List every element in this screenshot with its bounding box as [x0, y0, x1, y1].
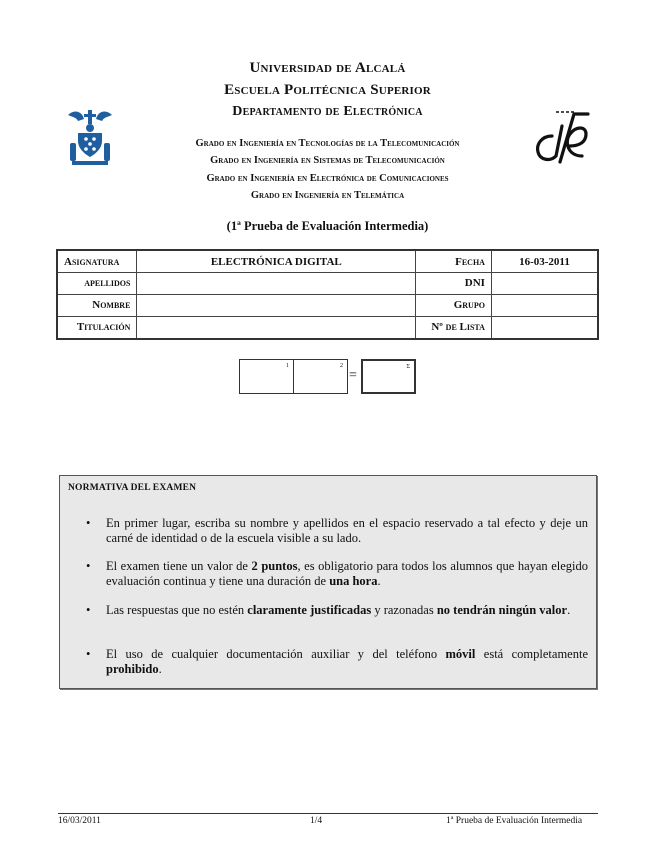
rule-2-text-a: El examen tiene un valor de	[106, 559, 252, 573]
nombre-field[interactable]	[137, 294, 416, 316]
department-name: Departamento de Electrónica	[232, 104, 423, 119]
rule-4-text-c: .	[158, 662, 162, 676]
footer-date: 16/03/2011	[58, 816, 101, 826]
bullet-4: •	[86, 647, 91, 661]
exam-rules-box	[59, 475, 597, 689]
rule-3	[86, 603, 588, 618]
department-logo-icon	[530, 106, 592, 168]
school-name: Escuela Politécnica Superior	[224, 82, 431, 98]
score-box-2[interactable]	[293, 359, 348, 394]
rule-4-text-b: está completamente	[475, 647, 588, 661]
rule-2-bold-b: una hora	[329, 574, 378, 588]
grupo-label: Grupo	[416, 294, 492, 316]
degree-line-4: Grado en Ingeniería en Telemática	[250, 190, 405, 201]
rule-4-text-a: El uso de cualquier documentación auxiliar y del teléfono	[106, 647, 446, 661]
rule-2-text-b: , es obligatorio para todos los alumnos que hayan elegido evaluación continua y tiene una duración de	[106, 559, 588, 588]
score-total-box[interactable]	[361, 359, 416, 394]
asignatura-label: Asignatura	[57, 250, 137, 273]
equals-sign: =	[349, 368, 357, 383]
rule-3-bold-b: no tendrán ningún valor	[436, 603, 568, 617]
degree-line-2: Grado en Ingeniería en Sistemas de Telecomunicación	[210, 155, 445, 166]
score-total-mark: Σ	[406, 364, 410, 370]
rule-1-text: En primer lugar, escriba su nombre y apellidos en el espacio reservado a tal efecto y deje un carné de identidad o de la escuela visible a su lado.	[106, 516, 588, 545]
score-box-2-number: 2	[340, 363, 343, 369]
degree-line-1: Grado en Ingeniería en Tecnologías de la Telecomunicación	[195, 138, 460, 149]
apellidos-label: apellidos	[57, 273, 137, 295]
rule-1	[86, 516, 588, 546]
nlista-field[interactable]	[491, 316, 598, 339]
bullet-1: •	[86, 516, 91, 530]
dni-label: DNI	[416, 273, 492, 295]
rule-4-bold-a: móvil	[445, 647, 476, 661]
rule-3-text-c: .	[567, 603, 571, 617]
apellidos-field[interactable]	[137, 273, 416, 295]
nlista-label: Nº de Lista	[416, 316, 492, 339]
score-box-1[interactable]	[239, 359, 294, 394]
grupo-field[interactable]	[491, 294, 598, 316]
rule-2-bold-a: 2 puntos	[251, 559, 298, 573]
exam-title: (1ª Prueba de Evaluación Intermedia)	[226, 219, 429, 233]
footer-page: 1/4	[310, 816, 323, 826]
fecha-label: Fecha	[416, 250, 492, 273]
score-box-1-number: 1	[286, 363, 289, 369]
asignatura-value: ELECTRÓNICA DIGITAL	[137, 250, 416, 273]
rule-2	[86, 559, 588, 589]
nombre-label: Nombre	[57, 294, 137, 316]
rule-4-bold-b: prohibido	[106, 662, 159, 676]
university-crest-icon	[64, 107, 116, 167]
rules-title: NORMATIVA DEL EXAMEN	[68, 483, 197, 493]
rule-4	[86, 647, 588, 677]
rule-3-text-a: Las respuestas que no estén	[106, 603, 248, 617]
student-info-table	[56, 249, 599, 340]
footer-label: 1ª Prueba de Evaluación Intermedia	[446, 816, 583, 826]
titulacion-field[interactable]	[137, 316, 416, 339]
rule-2-text-c: .	[377, 574, 381, 588]
fecha-value: 16-03-2011	[491, 250, 598, 273]
footer-divider	[58, 813, 598, 814]
dni-field[interactable]	[491, 273, 598, 295]
university-name: Universidad de Alcalá	[249, 60, 406, 76]
titulacion-label: Titulación	[57, 316, 137, 339]
bullet-2: •	[86, 559, 91, 573]
rule-3-bold-a: claramente justificadas	[247, 603, 372, 617]
bullet-3: •	[86, 603, 91, 617]
degree-line-3: Grado en Ingeniería en Electrónica de Comunicaciones	[206, 173, 449, 184]
rule-3-text-b: y razonadas	[371, 603, 437, 617]
